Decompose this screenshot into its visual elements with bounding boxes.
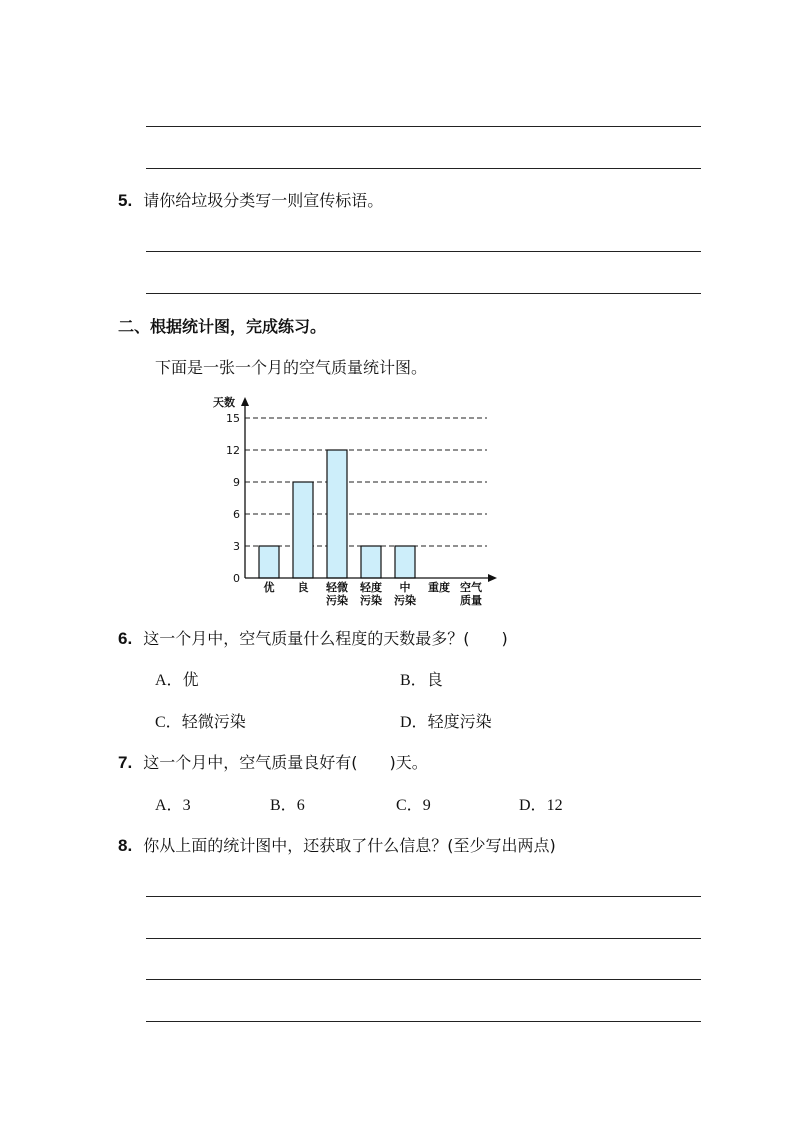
option-a[interactable] bbox=[155, 795, 191, 816]
question-number: 6. bbox=[118, 629, 133, 648]
option-letter: D． bbox=[400, 714, 428, 731]
option-c[interactable] bbox=[155, 712, 246, 733]
x-axis-label: 空气 bbox=[460, 581, 482, 594]
option-text: 6 bbox=[296, 797, 305, 814]
option-letter: C． bbox=[396, 797, 423, 814]
x-tick-label: 良 bbox=[297, 581, 309, 594]
y-tick-label: 12 bbox=[226, 444, 240, 457]
question-number: 8. bbox=[118, 836, 133, 855]
y-tick-label: 6 bbox=[233, 508, 240, 521]
x-tick-label: 优 bbox=[263, 581, 275, 594]
section-intro: 下面是一张一个月的空气质量统计图。 bbox=[155, 358, 428, 377]
question-text: 请你给垃圾分类写一则宣传标语。 bbox=[143, 191, 384, 210]
air-quality-bar-chart bbox=[205, 392, 505, 612]
x-tick-label: 污染 bbox=[394, 594, 416, 607]
option-d[interactable] bbox=[519, 795, 563, 816]
answer-line[interactable] bbox=[146, 1021, 701, 1022]
answer-line[interactable] bbox=[146, 168, 701, 169]
option-letter: A． bbox=[155, 797, 183, 814]
option-text: 良 bbox=[426, 670, 443, 689]
question-8 bbox=[118, 836, 556, 856]
answer-line[interactable] bbox=[146, 251, 701, 252]
answer-line[interactable] bbox=[146, 979, 701, 980]
option-d[interactable] bbox=[400, 712, 492, 733]
answer-line[interactable] bbox=[146, 293, 701, 294]
option-c[interactable] bbox=[396, 795, 431, 816]
option-text: 9 bbox=[422, 797, 431, 814]
option-letter: B． bbox=[270, 797, 297, 814]
answer-line[interactable] bbox=[146, 126, 701, 127]
option-b[interactable] bbox=[400, 670, 443, 691]
y-tick-label: 9 bbox=[233, 476, 240, 489]
x-tick-label: 污染 bbox=[360, 594, 382, 607]
answer-line[interactable] bbox=[146, 896, 701, 897]
question-text: 这一个月中，空气质量良好有( )天。 bbox=[143, 753, 428, 772]
option-text: 3 bbox=[182, 797, 191, 814]
bar bbox=[327, 450, 347, 578]
option-text: 轻度污染 bbox=[427, 712, 492, 731]
y-axis-arrow bbox=[241, 397, 249, 406]
option-b[interactable] bbox=[270, 795, 305, 816]
bar bbox=[361, 546, 381, 578]
y-tick-label: 3 bbox=[233, 540, 240, 553]
option-letter: D． bbox=[519, 797, 547, 814]
y-axis-label: 天数 bbox=[213, 396, 235, 409]
option-text: 轻微污染 bbox=[181, 712, 246, 731]
question-text: 你从上面的统计图中，还获取了什么信息？(至少写出两点) bbox=[143, 836, 556, 855]
x-tick-label: 重度 bbox=[428, 581, 450, 594]
option-letter: C． bbox=[155, 714, 182, 731]
y-tick-label: 0 bbox=[233, 572, 240, 585]
x-tick-label: 中 bbox=[399, 581, 411, 594]
question-text: 这一个月中，空气质量什么程度的天数最多？( ) bbox=[143, 629, 508, 648]
question-7 bbox=[118, 753, 428, 773]
section-title: 二、根据统计图，完成练习。 bbox=[118, 317, 327, 336]
chart-grid bbox=[245, 418, 487, 546]
option-text: 优 bbox=[182, 670, 199, 689]
option-letter: B． bbox=[400, 672, 427, 689]
option-a[interactable] bbox=[155, 670, 199, 691]
x-axis-arrow bbox=[488, 574, 497, 582]
x-tick-label: 轻度 bbox=[360, 581, 382, 594]
x-tick-label: 污染 bbox=[326, 594, 348, 607]
bar bbox=[395, 546, 415, 578]
chart-labels bbox=[213, 395, 483, 607]
x-axis-label: 质量 bbox=[460, 594, 482, 607]
y-tick-label: 15 bbox=[226, 412, 240, 425]
question-number: 5. bbox=[118, 191, 133, 210]
question-6 bbox=[118, 629, 508, 649]
x-tick-label: 轻微 bbox=[326, 581, 348, 594]
question-5 bbox=[118, 191, 383, 211]
question-number: 7. bbox=[118, 753, 133, 772]
bar bbox=[293, 482, 313, 578]
option-text: 12 bbox=[546, 797, 563, 814]
answer-line[interactable] bbox=[146, 938, 701, 939]
bar bbox=[259, 546, 279, 578]
option-letter: A． bbox=[155, 672, 183, 689]
